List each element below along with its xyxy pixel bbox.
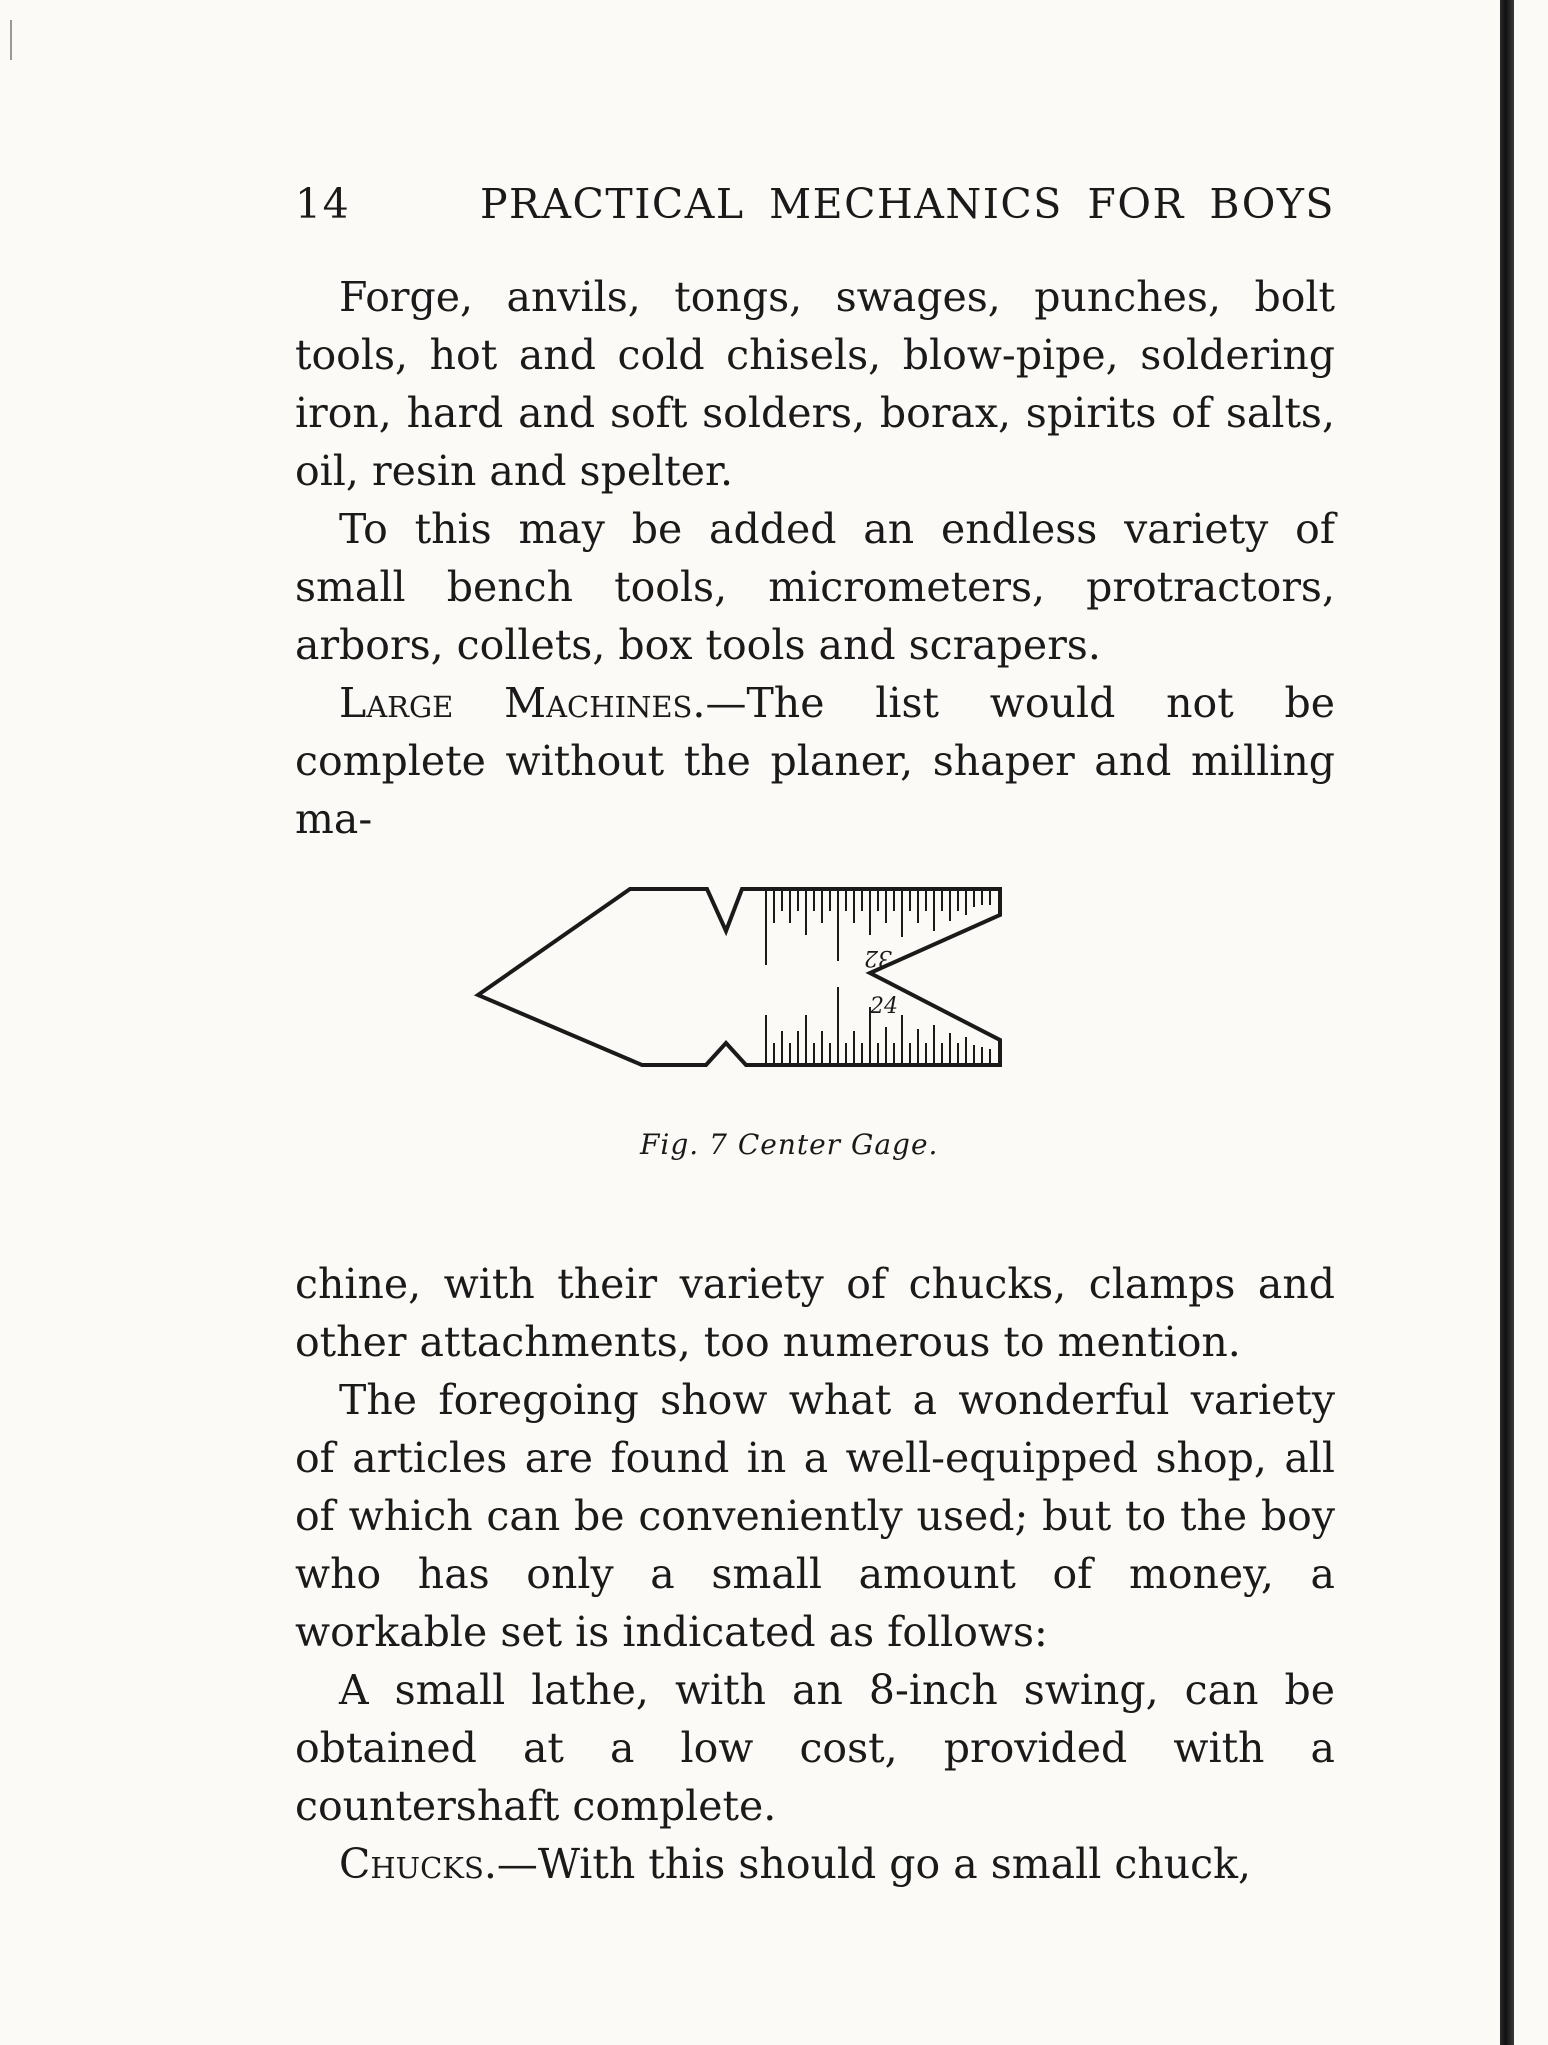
paragraph-large-machines [295,674,1335,848]
paragraph-chine-continued: chine, with their variety of chucks, clamps and other attachments, too numerous to mention. [295,1260,1335,1366]
paragraph-large-machines-body: —The list would not be complete without the planer, shaper and milling ma- [295,679,1335,843]
scale-label-upper: 32 [864,945,892,970]
paragraph-tools-list: Forge, anvils, tongs, swages, punches, bolt tools, hot and cold chisels, blow-pipe, soldering iron, hard and soft solders, borax, spirits of salts, oil, resin and spelter. [295,273,1335,495]
scan-mark [10,20,12,60]
section-heading-chucks: Chucks. [339,1840,497,1888]
center-gage-illustration [470,875,1170,1135]
page-header [295,180,1335,228]
text-block-top [295,268,1335,848]
scale-label-lower: 24 [870,994,898,1019]
running-title: PRACTICAL MECHANICS FOR BOYS [479,180,1335,228]
binding-edge [1500,0,1514,2045]
paragraph-foregoing: The foregoing show what a wonderful variety of articles are found in a well-equipped shop, all of which can be conveniently used; but to the boy who has only a small amount of money, a workable set is indicated as follows: [295,1376,1335,1656]
page-number: 14 [295,180,351,228]
paragraph-small-lathe: A small lathe, with an 8-inch swing, can be obtained at a low cost, provided with a countershaft complete. [295,1666,1335,1830]
figure-caption: Fig. 7 Center Gage. [640,1128,939,1161]
gage-outline [478,889,1000,1065]
text-block-bottom [295,1255,1335,1893]
section-heading-large-machines: Large Machines. [339,679,706,727]
paragraph-bench-tools: To this may be added an endless variety of small bench tools, micrometers, protractors, arbors, collets, box tools and scrapers. [295,505,1335,669]
paragraph-chucks [295,1835,1335,1893]
paragraph-chucks-body: —With this should go a small chuck, [496,1840,1251,1888]
